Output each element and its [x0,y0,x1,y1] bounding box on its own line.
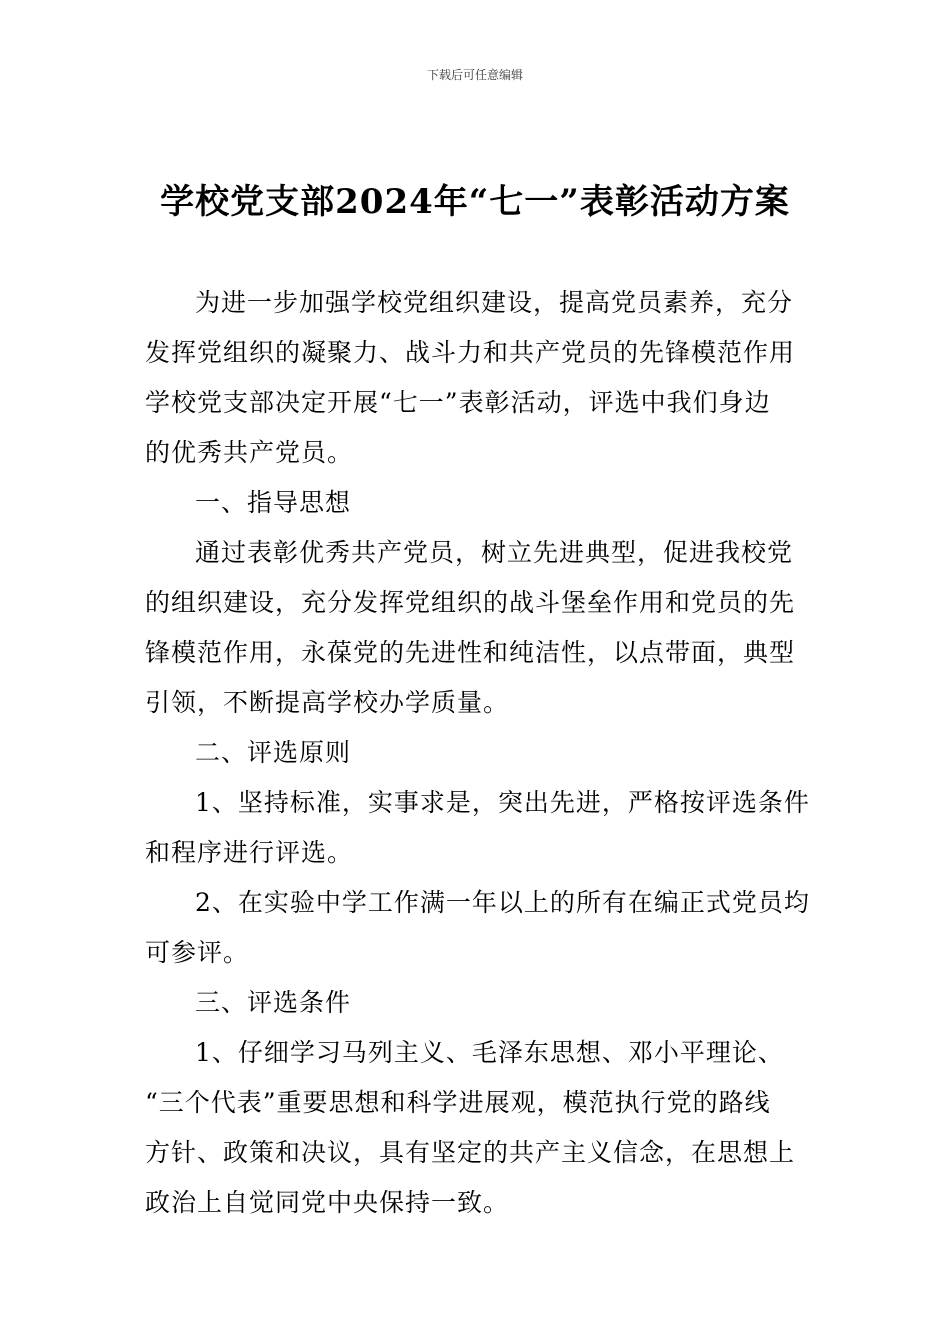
body-line: 政治上自觉同党中央保持一致。 [145,1188,510,1217]
body-line: 1、仔细学习马列主义、毛泽东思想、邓小平理论、 [195,1038,784,1067]
body-line: 引领，不断提高学校办学质量。 [145,688,510,717]
body-line: 方针、政策和决议，具有坚定的共产主义信念，在思想上 [145,1138,796,1167]
body-line: 2、在实验中学工作满一年以上的所有在编正式党员均 [195,888,810,917]
page-header-note: 下载后可任意编辑 [426,68,523,82]
body-line: 可参评。 [145,938,250,967]
body-line: 三、评选条件 [195,988,352,1017]
body-line: 和程序进行评选。 [145,838,354,867]
body-line: 一、指导思想 [195,488,352,517]
body-line: 通过表彰优秀共产党员，树立先进典型，促进我校党 [195,538,794,567]
body-line: 的组织建设，充分发挥党组织的战斗堡垒作用和党员的先 [145,588,796,617]
body-line: 的优秀共产党员。 [145,438,354,467]
document-body [145,278,810,1228]
body-line: 为进一步加强学校党组织建设，提高党员素养，充分 [195,288,794,317]
body-line: “三个代表”重要思想和科学进展观，模范执行党的路线 [145,1088,771,1117]
body-line: 二、评选原则 [195,738,352,767]
document-title: 学校党支部2024年“七一”表彰活动方案 [160,182,790,222]
body-line: 发挥党组织的凝聚力、战斗力和共产党员的先锋模范作用 [145,338,796,367]
body-line: 锋模范作用，永葆党的先进性和纯洁性，以点带面，典型 [145,638,796,667]
body-line: 学校党支部决定开展“七一”表彰活动，评选中我们身边 [145,388,771,417]
body-line: 1、坚持标准，实事求是，突出先进，严格按评选条件 [195,788,810,817]
